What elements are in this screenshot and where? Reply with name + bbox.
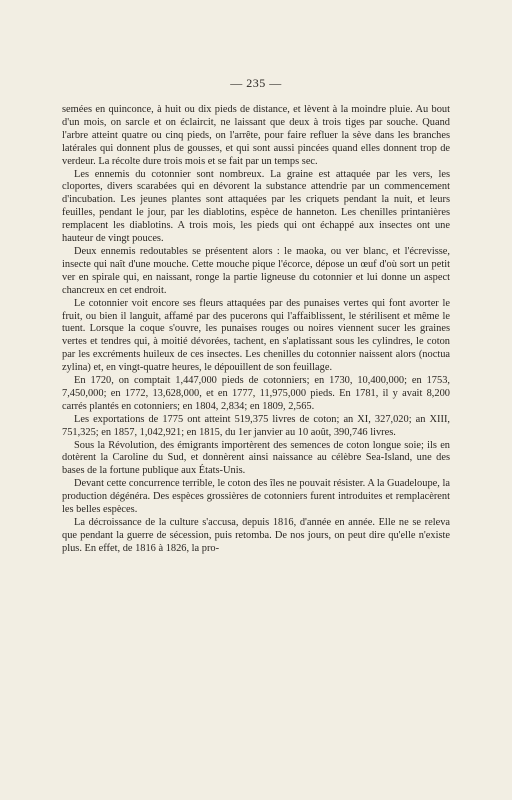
- paragraph-7: Sous la Révolution, des émigrants importèrent des semences de coton longue soie; ils en dotèrent la Caroline du Sud, et donnèrent ainsi naissance au célèbre Sea-Island, une des bases de la fortune publique aux États-Unis.: [62, 439, 450, 477]
- paragraph-1: semées en quinconce, à huit ou dix pieds de distance, et lèvent à la moindre pluie. Au bout d'un mois, on sarcle et on éclaircit, ne laissant que deux à trois tiges par souche. Quand l'arbre atteint quatre ou cinq pieds, on l'arrête, pour faire refluer la sève dans les branches latérales qui donnent plus de gousses, et qui sont aussi pincées quand elles donnent trop de verdeur. La récolte dure trois mois et se fait par un temps sec.: [62, 104, 450, 167]
- paragraph-9: La décroissance de la culture s'accusa, depuis 1816, d'année en année. Elle ne se releva que pendant la guerre de sécession, puis retomba. De nos jours, on peut dire qu'elle n'existe plus. En effet, de 1816 à 1826, la pro-: [62, 517, 450, 554]
- paragraph-6: Les exportations de 1775 ont atteint 519,375 livres de coton; an XI, 327,020; an XIII, 751,325; en 1857, 1,042,921; en 1815, du 1er janvier au 10 août, 390,746 livres.: [62, 413, 450, 438]
- paragraph-2: Les ennemis du cotonnier sont nombreux. La graine est attaquée par les vers, les cloportes, divers scarabées qui en dévorent la substance attendrie par un commencement d'incubation. Les jeunes plantes sont attaquées par les criquets pendant la nuit, et leurs feuilles, pendant le jour, par les diablotins, espèce de hanneton. Les chenilles printanières remplacent les diablotins. A trois mois, les pieds qui ont échappé aux insectes ont une hauteur de vingt pouces.: [62, 168, 450, 245]
- paragraph-8: Devant cette concurrence terrible, le coton des îles ne pouvait résister. A la Guadeloupe, la production dégénéra. Des espèces grossières de cotonniers furent introduites et remplacèrent les belles espèces.: [62, 478, 450, 516]
- paragraph-4: Le cotonnier voit encore ses fleurs attaquées par des punaises vertes qui font avorter le fruit, ou bien il languit, affamé par des pucerons qui l'affaiblissent, le stérilisent et même le tuent. Lorsque la coque s'ouvre, les punaises rouges ou noires viennent sucer les graines vertes et tendres qui, à moitié dévorées, tachent, en s'aplatissant sous les cylindres, le coton par les excréments huileux de ces insectes. Les chenilles du cotonnier naissent alors (noctua zylina) et, en vingt-quatre heures, le dépouillent de son feuillage.: [62, 297, 450, 374]
- page-number: — 235 —: [230, 76, 282, 90]
- paragraph-5: En 1720, on comptait 1,447,000 pieds de cotonniers; en 1730, 10,400,000; en 1753, 7,450,000; en 1772, 13,628,000, et en 1777, 11,975,000 pieds. En 1781, il y avait 8,200 carrés plantés en cotonniers; en 1804, 2,834; en 1809, 2,565.: [62, 375, 450, 412]
- paragraph-3: Deux ennemis redoutables se présentent alors : le maoka, ou ver blanc, et l'écrevisse, insecte qui naît d'une mouche. Cette mouche pique l'écorce, dépose un œuf d'où sort un petit ver en spirale qui, en naissant, ronge la partie ligneuse du cotonnier et lui donne un aspect chancreux en cet endroit.: [62, 245, 450, 296]
- body-text: [62, 104, 450, 556]
